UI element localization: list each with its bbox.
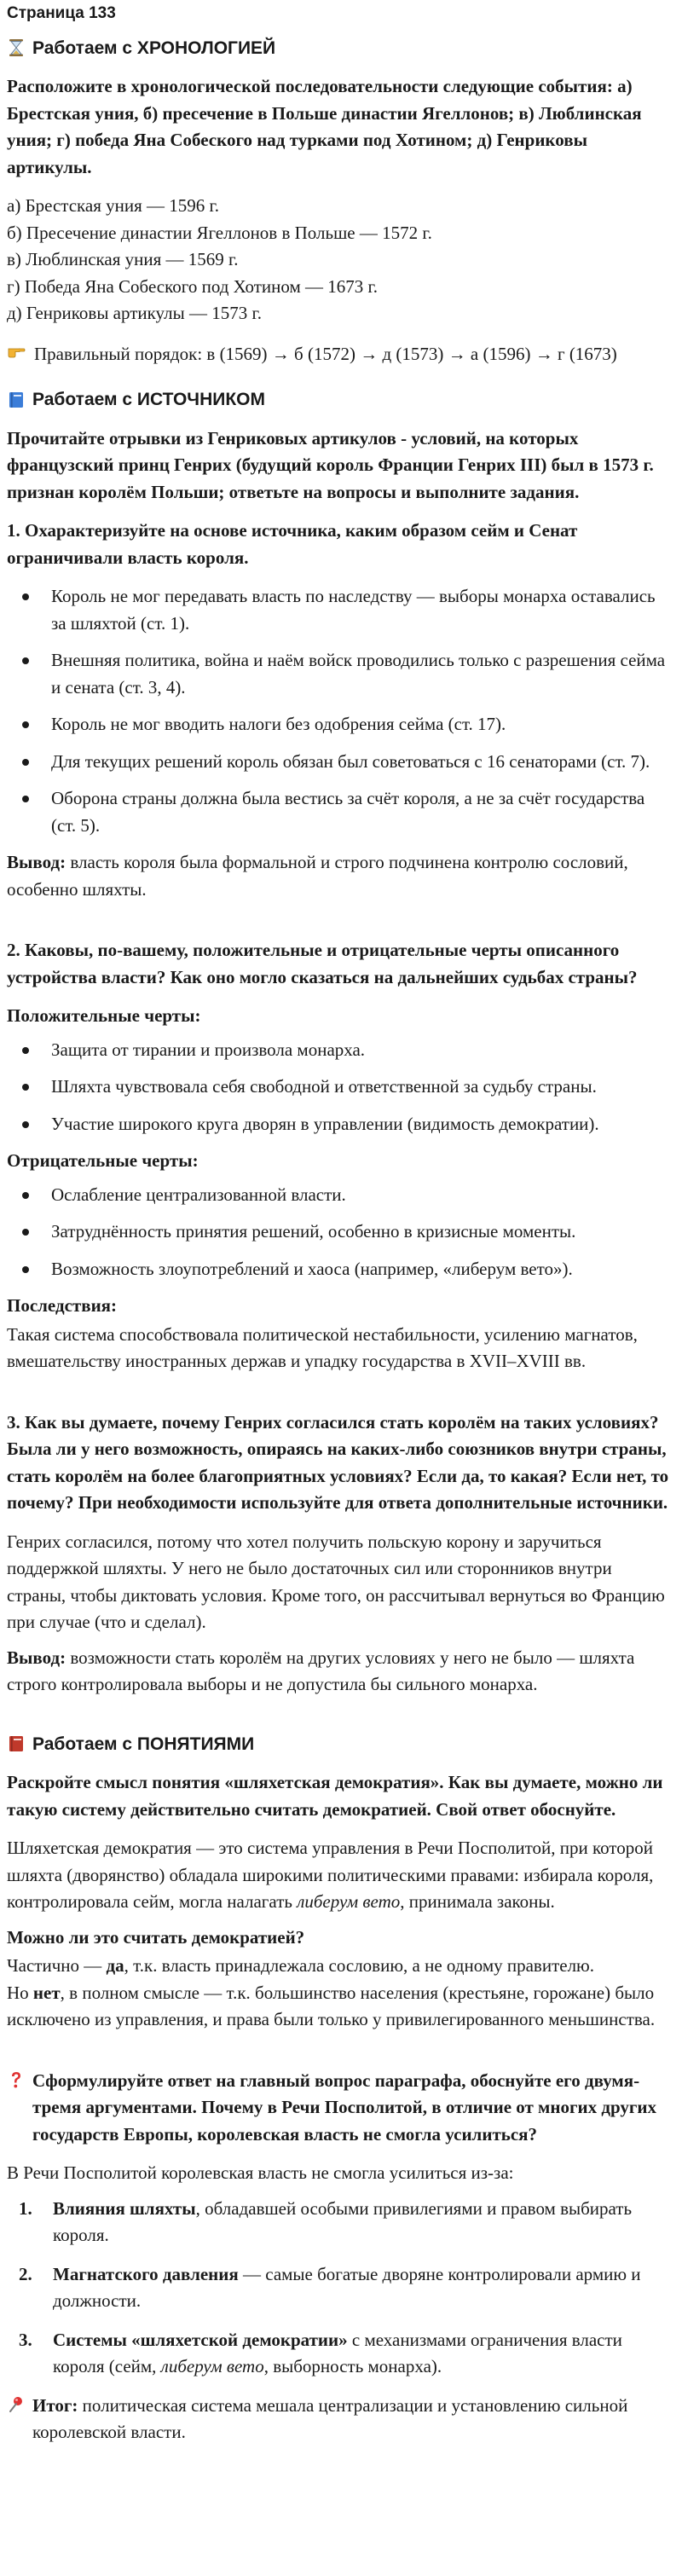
summary-text: политическая система мешала централизации и установлению сильной королевской власти. — [32, 2394, 628, 2442]
section-main-question — [7, 2068, 670, 2446]
question-3-conclusion — [7, 1645, 670, 1699]
list-item: Оборона страны должна была вестись за счёт короля, а не за счёт государства (ст. 5). — [7, 785, 670, 839]
answer-no: нет — [32, 1982, 61, 2003]
summary — [7, 2393, 670, 2446]
item-number: 2. — [19, 2263, 32, 2284]
item-number: 1. — [19, 2197, 32, 2219]
page-number: Страница 133 — [7, 4, 116, 22]
list-item — [7, 2261, 670, 2315]
item-number: 3. — [19, 2329, 32, 2350]
pointing-hand-icon — [7, 341, 26, 360]
answer-text: , т.к. власть принадлежала сословию, а не одному правителю. — [124, 1955, 594, 1976]
question-1-conclusion — [7, 849, 670, 903]
conclusion-label: Вывод: — [7, 1647, 66, 1668]
section-title-text: Работаем с ПОНЯТИЯМИ — [32, 1734, 255, 1754]
main-answer-intro: В Речи Посполитой королевская власть не смогла усилиться из-за: — [7, 2162, 514, 2183]
date-line: д) Генриковы артикулы — 1573 г. — [7, 303, 262, 323]
list-item: Король не мог передавать власть по наследству — выборы монарха оставались за шляхтой (ст. 1). — [7, 583, 670, 637]
question-1-list — [7, 583, 670, 839]
list-item: Ослабление централизованной власти. — [7, 1182, 670, 1209]
chronology-task: Расположите в хронологической последовательности следующие события: а) Брестская уния, б) пресечение в Польше династии Ягеллонов; в) Люблинская уния; г) победа Яна Собеского над турками под Хотином; д) Генриковы артикулы. — [7, 76, 642, 177]
answer-text: Частично — — [7, 1955, 107, 1976]
democracy-answer — [7, 1953, 670, 2034]
arguments-list — [7, 2196, 670, 2381]
item-text: с механизмами ограничения власти короля (сейм, — [53, 2329, 622, 2376]
main-question-text: Сформулируйте ответ на главный вопрос параграфа, обоснуйте его двумя-тремя аргументами. Почему в Речи Посполитой, в отличие от многих других государств Европы, королевская власть не смогла усилиться? — [32, 2069, 657, 2145]
definition-text: Шляхетская демократия — это система управления в Речи Посполитой, при которой шляхта (дворянство) обладала широкими политическими правами: избирала короля, контролировала сейм, могла налагать — [7, 1838, 654, 1912]
item-text: , выборность монарха). — [263, 2356, 442, 2376]
item-text: — самые богатые дворяне контролировали армию и должности. — [53, 2263, 641, 2311]
section-chronology — [7, 35, 670, 368]
main-question — [7, 2068, 670, 2149]
question-3: 3. Как вы думаете, почему Генрих согласился стать королём на таких условиях? Была ли у него возможность, опираясь на каких-либо союзников внутри страны, стать королём на более благоприятных условиях? Если да, то какая? Если нет, то почему? При необходимости используйте для ответа дополнительные источники. — [7, 1411, 669, 1513]
democracy-question: Можно ли это считать демократией? — [7, 1926, 305, 1948]
date-line: г) Победа Яна Собеского под Хотином — 1673 г. — [7, 275, 379, 297]
consequences-text: Такая система способствовала политической нестабильности, усилению магнатов, вмешательству иностранных держав и упадку государства в XVII–XVIII вв. — [7, 1323, 638, 1371]
chronology-dates — [7, 193, 670, 327]
date-line: б) Пресечение династии Ягеллонов в Польше — 1572 г. — [7, 222, 432, 243]
source-intro: Прочитайте отрывки из Генриковых артикулов - условий, на которых французский принц Генрих (будущий король Франции Генрих III) был в 1573 г. признан королём Польши; ответьте на вопросы и выполните задания. — [7, 427, 654, 502]
positive-label: Положительные черты: — [7, 1005, 201, 1026]
blue-book-icon — [7, 391, 26, 409]
item-text: , обладавшей особыми привилегиями и правом выбирать короля. — [53, 2197, 633, 2245]
conclusion-text: власть короля была формальной и строго подчинена контролю сословий, особенно шляхты. — [7, 852, 628, 900]
list-item — [7, 2327, 670, 2381]
consequences-label: Последствия: — [7, 1295, 118, 1316]
concept-definition — [7, 1835, 670, 1916]
item-bold: Системы «шляхетской демократии» — [53, 2329, 348, 2350]
question-icon — [7, 2070, 26, 2089]
question-1: 1. Охарактеризуйте на основе источника, каким образом сейм и Сенат ограничивали власть короля. — [7, 520, 578, 568]
answer-text: , в полном смысле — т.к. большинство населения (крестьяне, горожане) было исключено из управления, и права были только у привилегированного меньшинства. — [7, 1982, 656, 2029]
negative-list — [7, 1182, 670, 1283]
conclusion-text: возможности стать королём на других условиях у него не было — шляхта строго контролировала выборы и не допустила бы сильного монарха. — [7, 1647, 635, 1694]
date-line: а) Брестская уния — 1596 г. — [7, 195, 220, 216]
answer-yes: да — [106, 1955, 124, 1976]
item-term: либерум вето — [160, 2356, 264, 2376]
list-item: Шляхта чувствовала себя свободной и ответственной за судьбу страны. — [7, 1074, 670, 1101]
date-line: в) Люблинская уния — 1569 г. — [7, 249, 239, 269]
conclusion-label: Вывод: — [7, 852, 66, 872]
hourglass-icon — [7, 38, 26, 57]
section-title-chronology — [7, 35, 670, 62]
summary-label: Итог: — [32, 2394, 78, 2416]
section-title-text: Работаем с ИСТОЧНИКОМ — [32, 390, 265, 409]
chronology-answer — [7, 341, 670, 368]
positive-list — [7, 1037, 670, 1138]
red-book-icon — [7, 1734, 26, 1753]
section-title-text: Работаем с ХРОНОЛОГИЕЙ — [32, 38, 276, 58]
list-item: Защита от тирании и произвола монарха. — [7, 1037, 670, 1064]
section-title-source — [7, 386, 670, 414]
question-2: 2. Каковы, по-вашему, положительные и отрицательные черты описанного устройства власти? Как оно могло сказаться на дальнейших судьбах страны? — [7, 940, 638, 987]
list-item — [7, 2196, 670, 2249]
list-item: Возможность злоупотреблений и хаоса (например, «либерум вето»). — [7, 1256, 670, 1283]
concepts-task: Раскройте смысл понятия «шляхетская демократия». Как вы думаете, можно ли такую систему действительно считать демократией. Свой ответ обоснуйте. — [7, 1772, 663, 1820]
item-bold: Влияния шляхты — [53, 2197, 196, 2219]
list-item: Король не мог вводить налоги без одобрения сейма (ст. 17). — [7, 711, 670, 738]
answer-text: Но — [7, 1982, 33, 2003]
definition-term: либерум вето — [297, 1891, 401, 1912]
list-item: Внешняя политика, война и наём войск проводились только с разрешения сейма и сената (ст. 3, 4). — [7, 647, 670, 701]
chronology-answer-text: Правильный порядок: в (1569) → б (1572) → д (1573) → а (1596) → г (1673) — [34, 343, 617, 364]
summary-text-wrap — [32, 2393, 670, 2446]
list-item: Участие широкого круга дворян в управлении (видимость демократии). — [7, 1111, 670, 1138]
pushpin-icon — [7, 2395, 26, 2414]
question-3-answer: Генрих согласился, потому что хотел получить польскую корону и заручиться поддержкой шляхты. У него не было достаточных сил или сторонников внутри страны, чтобы диктовать условия. Кроме того, он рассчитывал вернуться во Францию при случае (что и сделал). — [7, 1531, 665, 1632]
definition-text: , принимала законы. — [400, 1891, 555, 1912]
negative-label: Отрицательные черты: — [7, 1150, 199, 1171]
list-item: Затруднённость принятия решений, особенно в кризисные моменты. — [7, 1219, 670, 1246]
list-item: Для текущих решений король обязан был советоваться с 16 сенаторами (ст. 7). — [7, 749, 670, 776]
item-bold: Магнатского давления — [53, 2263, 239, 2284]
section-title-concepts — [7, 1731, 670, 1758]
section-source — [7, 386, 670, 1699]
section-concepts — [7, 1731, 670, 2034]
